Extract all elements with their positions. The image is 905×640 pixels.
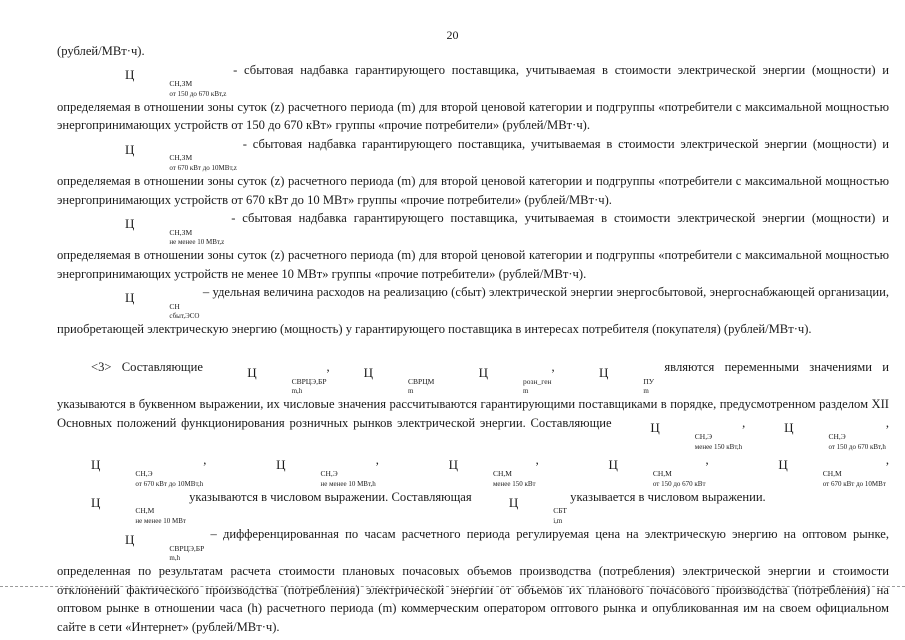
symbol-sup: СВРЦЭ,БР [169, 543, 205, 553]
symbol-base: Ц [778, 457, 788, 473]
symbol-sup: СН,Э [694, 432, 713, 442]
paragraph-text: <3> Составляющие [91, 360, 214, 375]
paragraph-text: , [742, 415, 751, 430]
paragraph-sbyt-eso [57, 283, 889, 339]
symbol-base: Ц [125, 67, 135, 83]
paragraph-sn-670-10 [57, 135, 889, 209]
paragraph-text: , [705, 452, 745, 467]
symbol-sup: СН,Э [828, 432, 846, 442]
symbol-sub: m [643, 387, 649, 396]
symbol-sub: от 670 кВт до 10МВт,h [135, 479, 204, 488]
symbol-sub: не менее 10 МВт [135, 516, 186, 525]
formula-symbol [475, 496, 567, 525]
formula-symbol [213, 366, 326, 395]
symbol-base: Ц [508, 494, 519, 510]
symbol-sup: СН,Э [135, 469, 153, 479]
paragraph-footnote-3 [57, 358, 889, 525]
symbol-base: Ц [650, 420, 660, 436]
paragraph-units-fragment [57, 42, 889, 61]
symbol-sub: менее 150 кВт [492, 479, 536, 488]
formula-symbol [57, 458, 203, 487]
symbol-sup: розн_ген [522, 376, 552, 386]
text-units: (рублей/МВт·ч). [57, 44, 145, 58]
formula-symbol [565, 366, 654, 395]
symbol-base: Ц [91, 494, 101, 510]
paragraph-svrce-br [57, 525, 889, 636]
symbol-sup: СН,М [135, 506, 155, 516]
paragraph-text: - сбытовая надбавка гарантирующего поставщика, учитываемая в стоимости электрической энергии (мощности) и определяемая в отношении зоны суток (z) расчетного периода (m) для второй ценовой категории и подгруппы «потребители с максимальной мощностью энергопринимающих устройств не менее 10 МВт» группы «прочие потребители» (рублей/МВт·ч). [57, 211, 889, 281]
symbol-base: Ц [125, 531, 135, 547]
formula-symbol [415, 458, 536, 487]
symbol-base: Ц [598, 364, 609, 380]
symbol-sub: m [408, 387, 414, 396]
symbol-sub: от 150 до 670 кВт [652, 479, 706, 488]
symbol-sup: СН [169, 301, 180, 311]
symbol-sub: от 670 кВт до 10МВт [822, 479, 886, 488]
paragraph-text: являются переменными значениями и указываются в буквенном выражении, их числовые значения рассчитываются гарантирующими поставщиками в порядке, предусмотренном разделом XII Основных положений функционирования розничных рынков электрической энергии. Составляющие [57, 360, 889, 430]
symbol-sub: от 670 кВт до 10МВт,z [169, 163, 237, 172]
symbol-base: Ц [247, 364, 257, 380]
formula-symbol [616, 421, 742, 450]
symbol-base: Ц [91, 457, 101, 473]
symbol-sub: не менее 10 МВт,h [320, 479, 376, 488]
formula-symbol [242, 458, 376, 487]
paragraph-text: – удельная величина расходов на реализацию (сбыт) электрической энергии энергосбытовой, энергоснабжающей организации, приобретающей электрическую энергию (мощность) у гарантирующего поставщика в интересах потребителя (покупателя) (рублей/МВт·ч). [57, 285, 889, 337]
page-number: 20 [446, 28, 459, 42]
symbol-base: Ц [125, 141, 135, 157]
symbol-sub: от 150 до 670 кВт,z [169, 89, 227, 98]
symbol-sup: СВРЦЭ,БР [291, 376, 327, 386]
symbol-base: Ц [478, 364, 488, 380]
symbol-base: Ц [363, 364, 374, 380]
formula-symbol [91, 291, 199, 320]
formula-symbol [91, 533, 204, 562]
paragraph-text: , [885, 452, 890, 467]
formula-symbol [744, 458, 886, 487]
paragraph-text: , [885, 415, 889, 430]
document-body [57, 42, 889, 636]
paragraph-text: - сбытовая надбавка гарантирующего поставщика, учитываемая в стоимости электрической энергии (мощности) и определяемая в отношении зоны суток (z) расчетного периода (m) для второй ценовой категории и подгруппы «потребители с максимальной мощностью энергопринимающих устройств от 670 кВт до 10 МВт» группы «прочие потребители» (рублей/МВт·ч). [57, 136, 889, 207]
symbol-sup: ПУ [643, 376, 655, 386]
symbol-base: Ц [608, 457, 618, 473]
symbol-sup: СН,М [492, 469, 512, 479]
symbol-sup: СВРЦМ [408, 376, 435, 386]
paragraph-text [434, 360, 444, 374]
symbol-sub: m [522, 387, 529, 396]
symbol-sub: не менее 10 МВт,z [169, 238, 225, 247]
formula-symbol [57, 496, 186, 525]
paragraph-text: – дифференцированная по часам расчетного периода регулируемая цена на электрическую энергию на оптовом рынке, определенная по результатам расчета стоимости плановых почасовых объемов производства (потребления) электрической энергии и стоимости отклонений фактического производства (потребления) электрической энергии от объемов их планового почасового производства (потребления) на оптовом рынке в отношении часа (h) расчетного периода (m) коммерческим оператором оптового рынка и опубликованная им на своем официальном сайте в сети «Интернет» (рублей/МВт·ч). [57, 526, 889, 634]
paragraph-text: , [203, 452, 243, 467]
formula-symbol [445, 366, 552, 395]
paragraph-text: , [551, 360, 565, 375]
paragraph-text: - сбытовая надбавка гарантирующего поставщика, учитываемая в стоимости электрической энергии (мощности) и определяемая в отношении зоны суток (z) расчетного периода (m) для второй ценовой категории и подгруппы «потребители с максимальной мощностью энергопринимающих устройств от 150 до 670 кВт» группы «прочие потребители» (рублей/МВт·ч). [57, 62, 889, 133]
symbol-sub: менее 150 кВт,h [694, 442, 743, 451]
symbol-base: Ц [784, 420, 794, 436]
symbol-base: Ц [448, 457, 458, 473]
paragraph-text: указывается в числовом выражении. [567, 489, 766, 504]
formula-symbol [750, 421, 886, 450]
formula-symbol [91, 68, 226, 97]
paragraph-text: , [535, 452, 575, 467]
formula-symbol [91, 143, 237, 172]
symbol-sup: СБТ [553, 506, 567, 516]
symbol-sup: СН,ЗМ [169, 79, 193, 89]
symbol-sup: СН,М [652, 469, 672, 479]
symbol-base: Ц [125, 290, 135, 306]
symbol-base: Ц [276, 457, 286, 473]
paragraph-text: указываются в числовом выражении. Составляющая [185, 489, 475, 504]
symbol-base: Ц [125, 215, 135, 231]
formula-symbol [91, 217, 224, 246]
symbol-sup: СН,ЗМ [169, 153, 193, 163]
symbol-sup: СН,ЗМ [169, 227, 193, 237]
symbol-sub: m,h [169, 554, 181, 563]
symbol-sup: СН,Э [320, 469, 338, 479]
symbol-sup: СН,М [822, 469, 842, 479]
page-break-dashed-line [0, 586, 905, 587]
paragraph-sn-150-670 [57, 61, 889, 135]
formula-symbol [574, 458, 705, 487]
symbol-sub: от 150 до 670 кВт,h [828, 442, 886, 451]
paragraph-text: , [375, 452, 415, 467]
paragraph-sn-10 [57, 209, 889, 283]
symbol-sub: m,h [291, 387, 303, 396]
symbol-sub: i,m [553, 516, 563, 525]
paragraph-text: , [326, 360, 330, 375]
formula-symbol [330, 366, 435, 395]
symbol-sub: сбыт,ЭСО [169, 312, 200, 321]
